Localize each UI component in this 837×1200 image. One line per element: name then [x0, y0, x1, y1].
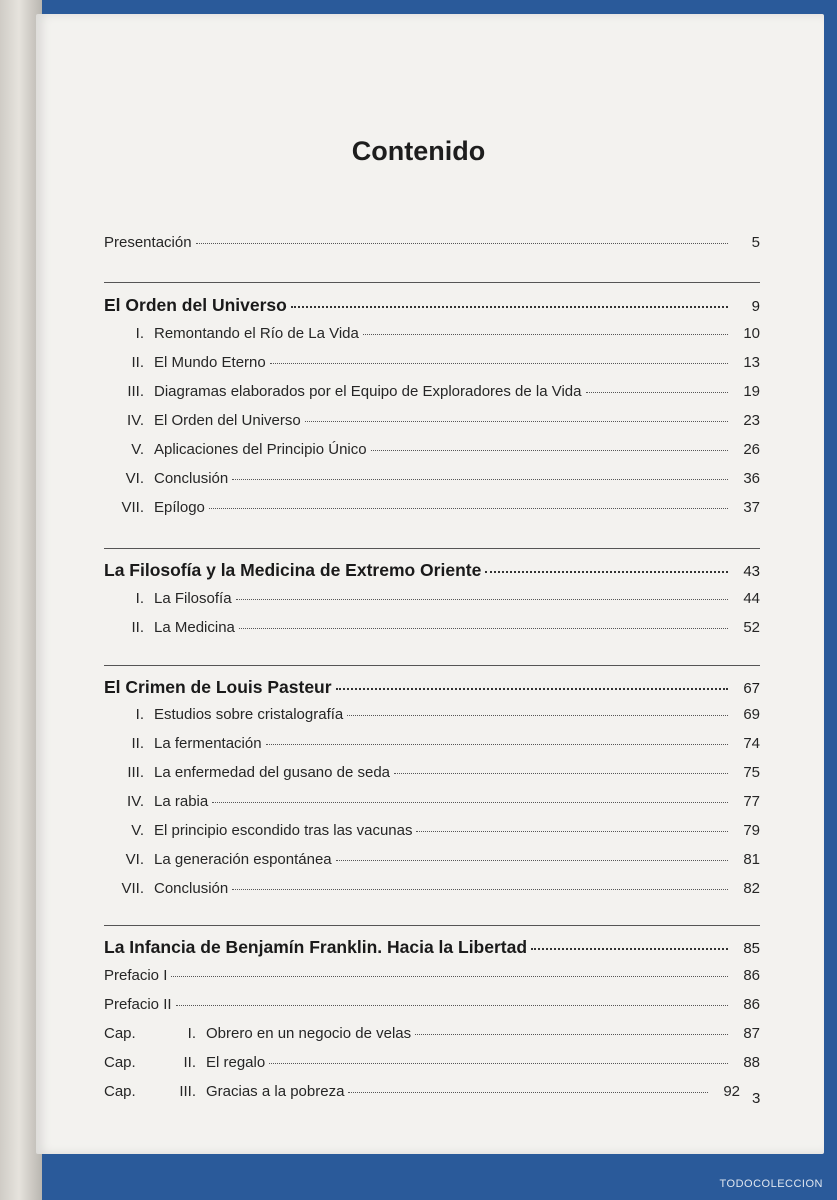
toc-entry: [104, 1025, 760, 1053]
cap-prefix: Cap.: [104, 1054, 136, 1071]
toc-label: Prefacio II: [104, 996, 172, 1013]
chapter-numeral: II.: [131, 354, 144, 371]
cap-prefix: Cap.: [104, 1083, 136, 1100]
chapter-numeral: III.: [179, 1083, 196, 1100]
toc-entry: [104, 441, 760, 469]
leader-dots: [212, 802, 728, 803]
toc-label: Aplicaciones del Principio Único: [154, 441, 367, 458]
toc-label: La generación espontánea: [154, 851, 332, 868]
leader-dots: [232, 479, 728, 480]
chapter-numeral: IV.: [127, 412, 144, 429]
chapter-numeral: II.: [183, 1054, 196, 1071]
toc-page-number: 86: [743, 967, 760, 984]
toc-page-number: 67: [743, 680, 760, 697]
leader-dots: [415, 1034, 728, 1035]
toc-section-label: El Crimen de Louis Pasteur: [104, 677, 332, 697]
toc-section-label: La Filosofía y la Medicina de Extremo Oriente: [104, 560, 482, 580]
toc-label: Gracias a la pobreza: [206, 1083, 345, 1100]
toc-label: Conclusión: [154, 880, 229, 897]
leader-dots: [394, 773, 728, 774]
toc-section-label: El Orden del Universo: [104, 295, 287, 315]
toc-section-crimen-pasteur: [104, 677, 760, 705]
toc-page-number: 77: [743, 793, 760, 810]
toc-entry: [104, 735, 760, 763]
toc-page-number: 43: [743, 563, 760, 580]
toc-entry: [104, 619, 760, 647]
toc-page-number: 10: [743, 325, 760, 342]
chapter-numeral: VII.: [121, 880, 144, 897]
toc-label: El principio escondido tras las vacunas: [154, 822, 413, 839]
leader-dots: [363, 334, 728, 335]
cap-prefix: Cap.: [104, 1025, 136, 1042]
chapter-numeral: I.: [135, 590, 144, 607]
chapter-numeral: I.: [187, 1025, 196, 1042]
toc-entry: [104, 1054, 760, 1082]
toc-page-number: 85: [743, 940, 760, 957]
toc-page-number: 92: [723, 1083, 740, 1100]
toc-entry: [104, 793, 760, 821]
leader-dots: [266, 744, 728, 745]
watermark: TODOCOLECCION: [719, 1178, 823, 1190]
leader-dots: [348, 1092, 708, 1093]
toc-label: Obrero en un negocio de velas: [206, 1025, 412, 1042]
leader-dots: [209, 508, 728, 509]
leader-dots: [196, 243, 728, 244]
toc-page-number: 23: [743, 412, 760, 429]
toc-page-number: 88: [743, 1054, 760, 1071]
leader-dots: [416, 831, 728, 832]
chapter-numeral: V.: [131, 441, 144, 458]
toc-label: El Orden del Universo: [154, 412, 301, 429]
toc-label: Estudios sobre cristalografía: [154, 706, 344, 723]
toc-label: La enfermedad del gusano de seda: [154, 764, 391, 781]
section-divider: [104, 925, 760, 926]
toc-entry: [104, 851, 760, 879]
leader-dots: [336, 688, 728, 690]
leader-dots: [236, 599, 728, 600]
toc-page-number: 79: [743, 822, 760, 839]
toc-label: El Mundo Eterno: [154, 354, 266, 371]
chapter-numeral: I.: [135, 325, 144, 342]
leader-dots: [291, 306, 728, 308]
chapter-numeral: VI.: [125, 470, 144, 487]
leader-dots: [232, 889, 728, 890]
toc-section-label: La Infancia de Benjamín Franklin. Hacia la Libertad: [104, 937, 528, 957]
toc-entry: [104, 499, 760, 527]
toc-page-number: 13: [743, 354, 760, 371]
toc-label: Epílogo: [154, 499, 205, 516]
toc-label: Conclusión: [154, 470, 229, 487]
toc-entry: [104, 470, 760, 498]
toc-label: Prefacio I: [104, 967, 168, 984]
toc-page-number: 36: [743, 470, 760, 487]
toc-page-number: 5: [751, 234, 760, 251]
toc-section-orden-universo: [104, 295, 760, 323]
chapter-numeral: I.: [135, 706, 144, 723]
toc-section-franklin: [104, 937, 760, 965]
toc-page-number: 44: [743, 590, 760, 607]
toc-entry: [104, 880, 760, 908]
toc-entry: [104, 1083, 740, 1111]
toc-entry-presentacion: [104, 234, 760, 262]
toc-page-number: 19: [743, 383, 760, 400]
chapter-numeral: II.: [131, 619, 144, 636]
toc-page-number: 75: [743, 764, 760, 781]
toc-page-number: 69: [743, 706, 760, 723]
leader-dots: [269, 1063, 728, 1064]
toc-entry: [104, 822, 760, 850]
toc-entry: [104, 383, 760, 411]
toc-entry: [104, 996, 760, 1024]
toc-entry: [104, 412, 760, 440]
section-divider: [104, 282, 760, 283]
leader-dots: [531, 948, 728, 950]
chapter-numeral: III.: [127, 764, 144, 781]
leader-dots: [371, 450, 728, 451]
leader-dots: [270, 363, 728, 364]
toc-label: Presentación: [104, 234, 192, 251]
toc-page-number: 74: [743, 735, 760, 752]
leader-dots: [171, 976, 728, 977]
toc-entry: [104, 764, 760, 792]
leader-dots: [347, 715, 728, 716]
toc-label: La fermentación: [154, 735, 262, 752]
toc-entry: [104, 354, 760, 382]
page-title: Contenido: [351, 136, 486, 166]
leader-dots: [239, 628, 728, 629]
chapter-numeral: VI.: [125, 851, 144, 868]
toc-label: Diagramas elaborados por el Equipo de Exploradores de la Vida: [154, 383, 582, 400]
toc-page-number: 37: [743, 499, 760, 516]
toc-label: La Medicina: [154, 619, 235, 636]
chapter-numeral: V.: [131, 822, 144, 839]
leader-dots: [336, 860, 728, 861]
toc-label: La rabia: [154, 793, 209, 810]
toc-section-filosofia-medicina: [104, 560, 760, 588]
toc-page-number: 86: [743, 996, 760, 1013]
leader-dots: [586, 392, 729, 393]
leader-dots: [485, 571, 728, 573]
toc-entry: [104, 325, 760, 353]
toc-label: Remontando el Río de La Vida: [154, 325, 359, 342]
toc-page-number: 26: [743, 441, 760, 458]
toc-page-number: 52: [743, 619, 760, 636]
toc-page-number: 81: [743, 851, 760, 868]
toc-page-number: 9: [751, 298, 760, 315]
leader-dots: [176, 1005, 728, 1006]
chapter-numeral: II.: [131, 735, 144, 752]
page-folio-number: 3: [752, 1090, 761, 1107]
section-divider: [104, 665, 760, 666]
toc-entry: [104, 967, 760, 995]
toc-page-number: 82: [743, 880, 760, 897]
toc-entry: [104, 590, 760, 618]
toc-label: La Filosofía: [154, 590, 232, 607]
chapter-numeral: III.: [127, 383, 144, 400]
toc-entry: [104, 706, 760, 734]
toc-page-number: 87: [743, 1025, 760, 1042]
section-divider: [104, 548, 760, 549]
toc-label: El regalo: [206, 1054, 266, 1071]
chapter-numeral: VII.: [121, 499, 144, 516]
leader-dots: [305, 421, 728, 422]
chapter-numeral: IV.: [127, 793, 144, 810]
